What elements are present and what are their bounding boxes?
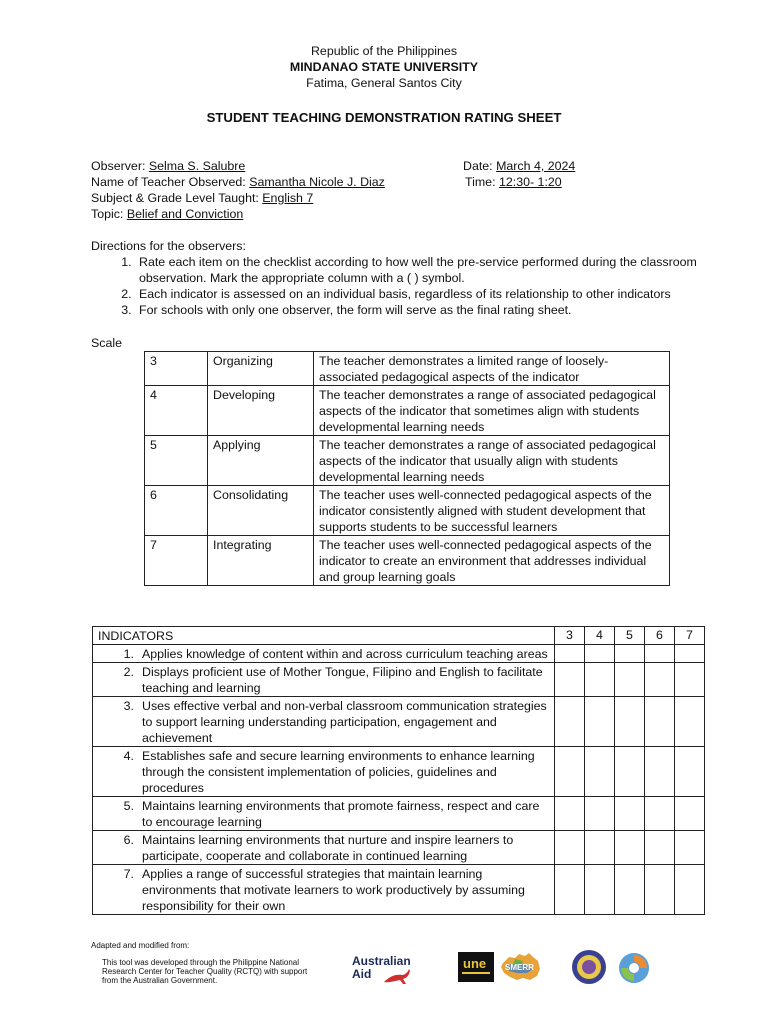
directions-list xyxy=(108,254,705,318)
time-label: Time: xyxy=(465,175,496,189)
rating-cell-3[interactable] xyxy=(555,865,585,915)
indicator-number: 7. xyxy=(123,867,134,881)
une-logo-text: une xyxy=(463,956,487,971)
indicator-row xyxy=(93,865,705,915)
rating-column-header: 6 xyxy=(645,627,675,645)
indicator-number: 2. xyxy=(123,665,134,679)
scale-row xyxy=(145,352,670,386)
une-logo xyxy=(458,952,494,982)
kangaroo-icon xyxy=(382,966,412,986)
teacher-row xyxy=(91,175,385,189)
scale-num: 7 xyxy=(145,536,208,586)
scale-row xyxy=(145,536,670,586)
scale-num: 6 xyxy=(145,486,208,536)
indicator-text: Uses effective verbal and non-verbal classroom communication strategies to support learning understanding participation, engagement and achievement xyxy=(142,699,547,745)
australian-aid-text-2: Aid xyxy=(352,967,372,981)
rating-cell-6[interactable] xyxy=(645,747,675,797)
une-logo-stripe xyxy=(462,972,490,974)
rating-cell-7[interactable] xyxy=(675,865,705,915)
direction-item: 2. Each indicator is assessed on an individual basis, regardless of its relationship to other indicators xyxy=(135,286,705,302)
rating-cell-7[interactable] xyxy=(675,797,705,831)
indicator-text: Applies a range of successful strategies that maintain learning environments that motivate learners to work productively by assuming responsibility for their own xyxy=(142,867,525,913)
rating-cell-3[interactable] xyxy=(555,747,585,797)
indicator-number: 5. xyxy=(123,799,134,813)
scale-desc: The teacher demonstrates a range of associated pedagogical aspects of the indicator that usually align with students developmental learning needs xyxy=(314,436,670,486)
time-value: 12:30- 1:20 xyxy=(498,175,562,189)
rating-cell-4[interactable] xyxy=(585,663,615,697)
indicator-text: Maintains learning environments that promote fairness, respect and care to encourage learning xyxy=(142,799,540,829)
scale-desc: The teacher uses well-connected pedagogical aspects of the indicator consistently aligned with student development that supports students to be successful learners xyxy=(314,486,670,536)
scale-label: Scale xyxy=(91,336,122,350)
university-seal-icon xyxy=(569,949,609,985)
indicator-text: Applies knowledge of content within and across curriculum teaching areas xyxy=(142,647,548,661)
date-value: March 4, 2024 xyxy=(496,159,576,173)
subject-value: English 7 xyxy=(262,191,314,205)
scale-row xyxy=(145,386,670,436)
indicator-number: 6. xyxy=(123,833,134,847)
swirl-logo-icon xyxy=(612,951,656,985)
indicator-row xyxy=(93,831,705,865)
rating-column-header: 4 xyxy=(585,627,615,645)
header-university: MINDANAO STATE UNIVERSITY xyxy=(289,60,479,74)
header-location: Fatima, General Santos City xyxy=(306,76,462,90)
topic-label: Topic: xyxy=(91,207,124,221)
scale-table xyxy=(144,351,670,586)
rating-cell-6[interactable] xyxy=(645,645,675,663)
scale-row xyxy=(145,486,670,536)
indicators-header: INDICATORS xyxy=(93,627,555,645)
rating-cell-4[interactable] xyxy=(585,865,615,915)
rating-cell-5[interactable] xyxy=(615,797,645,831)
rating-column-header: 7 xyxy=(675,627,705,645)
topic-row xyxy=(91,207,243,221)
footer-note: This tool was developed through the Philippine National Research Center for Teacher Quality (RCTQ) with support from the Australian Government. xyxy=(102,958,308,985)
australian-aid-logo xyxy=(352,954,432,986)
teacher-value: Samantha Nicole J. Diaz xyxy=(249,175,385,189)
australian-aid-text-1: Australian xyxy=(352,954,411,968)
rating-cell-4[interactable] xyxy=(585,645,615,663)
directions-heading: Directions for the observers: xyxy=(91,239,246,253)
rating-cell-6[interactable] xyxy=(645,697,675,747)
rating-cell-7[interactable] xyxy=(675,747,705,797)
indicator-text: Displays proficient use of Mother Tongue, Filipino and English to facilitate teaching and learning xyxy=(142,665,543,695)
rating-cell-3[interactable] xyxy=(555,645,585,663)
indicators-header-row xyxy=(93,627,705,645)
rating-cell-4[interactable] xyxy=(585,747,615,797)
rating-cell-5[interactable] xyxy=(615,831,645,865)
rating-cell-3[interactable] xyxy=(555,663,585,697)
scale-desc: The teacher demonstrates a range of associated pedagogical aspects of the indicator that sometimes align with students developmental learning needs xyxy=(314,386,670,436)
subject-label: Subject & Grade Level Taught: xyxy=(91,191,259,205)
rating-cell-3[interactable] xyxy=(555,797,585,831)
scale-num: 5 xyxy=(145,436,208,486)
indicator-row xyxy=(93,797,705,831)
rating-cell-7[interactable] xyxy=(675,663,705,697)
rating-cell-5[interactable] xyxy=(615,697,645,747)
scale-num: 3 xyxy=(145,352,208,386)
rating-cell-6[interactable] xyxy=(645,663,675,697)
indicator-text: Establishes safe and secure learning environments to enhance learning through the consistent implementation of policies, guidelines and procedures xyxy=(142,749,535,795)
observer-row xyxy=(91,159,245,173)
indicator-text: Maintains learning environments that nurture and inspire learners to participate, cooperate and collaborate in continued learning xyxy=(142,833,514,863)
scale-desc: The teacher uses well-connected pedagogical aspects of the indicator to create an environment that addresses individual and group learning goals xyxy=(314,536,670,586)
direction-item: 1. Rate each item on the checklist according to how well the pre-service performed during the classroom observation. Mark the appropriate column with a ( ) symbol. xyxy=(135,254,705,286)
scale-name: Consolidating xyxy=(208,486,314,536)
date-label: Date: xyxy=(463,159,493,173)
rating-cell-3[interactable] xyxy=(555,697,585,747)
rating-cell-6[interactable] xyxy=(645,865,675,915)
smerr-logo xyxy=(497,951,543,984)
page-title: STUDENT TEACHING DEMONSTRATION RATING SHEET xyxy=(206,110,562,125)
rating-cell-4[interactable] xyxy=(585,797,615,831)
rating-cell-4[interactable] xyxy=(585,831,615,865)
topic-value: Belief and Conviction xyxy=(126,207,244,221)
scale-num: 4 xyxy=(145,386,208,436)
scale-name: Applying xyxy=(208,436,314,486)
rating-column-header: 5 xyxy=(615,627,645,645)
indicator-row xyxy=(93,645,705,663)
rating-cell-6[interactable] xyxy=(645,831,675,865)
smerr-logo-text: SMERR xyxy=(505,963,534,972)
rating-cell-5[interactable] xyxy=(615,645,645,663)
teacher-label: Name of Teacher Observed: xyxy=(91,175,246,189)
time-row xyxy=(465,175,562,189)
scale-row xyxy=(145,436,670,486)
rating-cell-7[interactable] xyxy=(675,831,705,865)
scale-name: Integrating xyxy=(208,536,314,586)
rating-cell-7[interactable] xyxy=(675,697,705,747)
indicator-number: 1. xyxy=(123,647,134,661)
rating-cell-5[interactable] xyxy=(615,663,645,697)
indicator-row xyxy=(93,747,705,797)
rating-cell-5[interactable] xyxy=(615,747,645,797)
scale-name: Organizing xyxy=(208,352,314,386)
rating-cell-4[interactable] xyxy=(585,697,615,747)
indicator-number: 4. xyxy=(123,749,134,763)
rating-cell-3[interactable] xyxy=(555,831,585,865)
rating-cell-7[interactable] xyxy=(675,645,705,663)
rating-cell-5[interactable] xyxy=(615,865,645,915)
indicator-row xyxy=(93,697,705,747)
observer-label: Observer: xyxy=(91,159,146,173)
direction-item: 3. For schools with only one observer, the form will serve as the final rating sheet. xyxy=(135,302,705,318)
subject-row xyxy=(91,191,313,205)
date-row xyxy=(463,159,575,173)
rating-cell-6[interactable] xyxy=(645,797,675,831)
indicator-row xyxy=(93,663,705,697)
header-country: Republic of the Philippines xyxy=(310,44,458,58)
footer-adapted: Adapted and modified from: xyxy=(91,941,190,950)
observer-value: Selma S. Salubre xyxy=(148,159,246,173)
indicators-table xyxy=(92,626,705,915)
scale-desc: The teacher demonstrates a limited range of loosely-associated pedagogical aspects of the indicator xyxy=(314,352,670,386)
rating-column-header: 3 xyxy=(555,627,585,645)
scale-name: Developing xyxy=(208,386,314,436)
indicator-number: 3. xyxy=(123,699,134,713)
